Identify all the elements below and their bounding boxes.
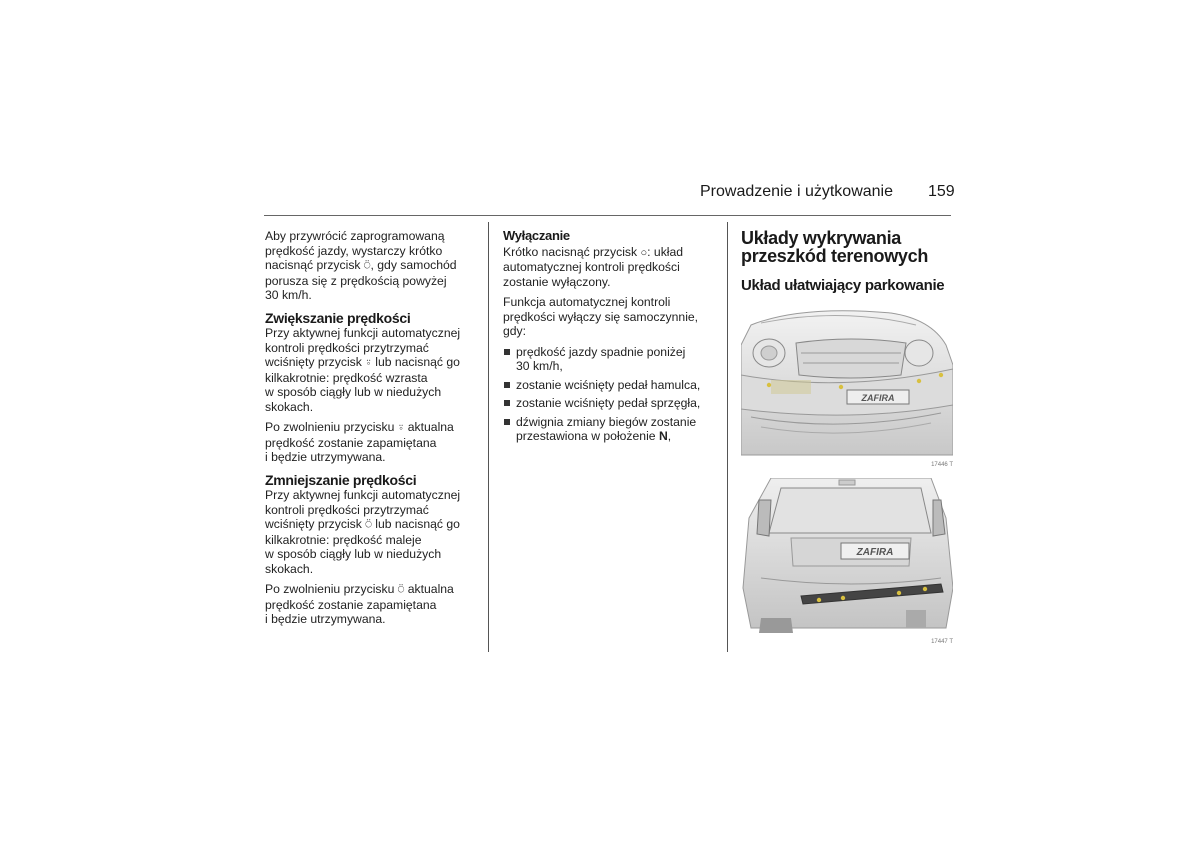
sensor-dot [923, 587, 927, 591]
column-divider-2 [727, 222, 728, 652]
text-line: i będzie utrzymywana. [265, 450, 386, 464]
text-line: Funkcja automatycznej kontroli [503, 295, 671, 309]
resume-speed-icon: ⍥ [363, 260, 371, 272]
list-item [503, 345, 715, 374]
text-line: , gdy samochód [370, 258, 457, 272]
text-line: przeszkód terenowych [741, 246, 929, 266]
figure-code: 17447 T [931, 639, 953, 645]
text-line: Po zwolnieniu przycisku [265, 420, 398, 434]
text-line: prędkości wyłączy się samoczynnie, [503, 309, 699, 324]
text-line: Układy wykrywania [741, 228, 901, 248]
text-line: dźwignia zmiany biegów zostanie [516, 414, 697, 429]
sensor-dot [897, 591, 901, 595]
text-line: w sposób ciągły lub w niedużych [265, 385, 442, 399]
text-line: w sposób ciągły lub w niedużych [265, 547, 442, 561]
header-title: Prowadzenie i użytkowanie [700, 183, 893, 200]
list-item [503, 396, 715, 411]
column-3 [741, 229, 953, 294]
text-line: kilkakrotnie: prędkość maleje [265, 532, 422, 547]
front-plate-text: ZAFIRA [861, 393, 895, 403]
text-line: lub nacisnąć go [371, 355, 460, 369]
column-divider-1 [488, 222, 489, 652]
text-line: automatycznej kontroli prędkości [503, 260, 680, 274]
text-line: Krótko nacisnąć przycisk [503, 244, 641, 259]
sensor-dot [841, 596, 845, 600]
text-line: 30 km/h, [516, 359, 563, 373]
text-line: Po zwolnieniu przycisku [265, 582, 398, 596]
text-line: zostanie wyłączony. [503, 274, 611, 289]
text-line: wciśnięty przycisk [265, 355, 366, 369]
text-line: przestawiona w położenie [516, 429, 659, 443]
increase-release-paragraph [265, 420, 477, 465]
text-line: porusza się z prędkością powyżej [265, 273, 447, 288]
text-line: prędkość jazdy, wystarczy krótko [265, 243, 443, 258]
list-item [503, 415, 715, 444]
disable-paragraph [503, 245, 715, 290]
increase-paragraph [265, 326, 477, 414]
text-line: lub nacisnąć go [371, 517, 460, 531]
auto-disable-paragraph [503, 295, 715, 339]
page-number: 159 [928, 183, 955, 200]
text-line: wciśnięty przycisk [265, 517, 366, 531]
decelerate-icon: ⍥ [397, 584, 405, 596]
text-line: i będzie utrzymywana. [265, 612, 386, 626]
sensor-dot [767, 383, 771, 387]
rear-bumper-figure [741, 478, 953, 650]
text-line: prędkość zostanie zapamiętana [265, 597, 437, 612]
decrease-paragraph [265, 488, 477, 576]
text-line: kilkakrotnie: prędkość wzrasta [265, 370, 428, 385]
column-1 [265, 229, 477, 633]
text-line: Przy aktywnej funkcji automatycznej [265, 488, 461, 502]
list-item [503, 378, 715, 393]
accelerate-icon: ⍤ [365, 357, 372, 369]
sensor-dot [817, 598, 821, 602]
text-line: aktualna [404, 582, 454, 596]
text-line: aktualna [404, 420, 454, 434]
front-bumper-figure [741, 305, 953, 477]
column-2 [503, 229, 715, 448]
front-car-illustration [741, 305, 953, 460]
decrease-release-paragraph [265, 582, 477, 627]
resume-paragraph [265, 229, 477, 303]
text-line: zostanie wciśnięty pedał hamulca, [516, 377, 701, 392]
text-line: : układ [647, 244, 684, 259]
sensor-dot [839, 385, 843, 389]
auto-disable-list [503, 345, 715, 444]
heading-disable: Wyłączanie [503, 228, 570, 243]
figure-code: 17446 T [931, 462, 953, 468]
heading-decrease-speed: Zmniejszanie prędkości [265, 471, 417, 488]
sensor-dot [917, 379, 921, 383]
text-line: gdy: [503, 324, 527, 338]
accelerate-icon: ⍤ [397, 422, 405, 434]
text-line: kontroli prędkości przytrzymać [265, 502, 429, 517]
heading-increase-speed: Zwiększanie prędkości [265, 309, 411, 326]
text-line: skokach. [265, 561, 314, 576]
off-circle-icon: ○ [640, 246, 648, 259]
text-line: prędkość zostanie zapamiętana [265, 435, 437, 450]
text-line: prędkość jazdy spadnie poniżej [516, 344, 686, 359]
text-line: skokach. [265, 399, 314, 414]
text-line: nacisnąć przycisk [265, 258, 364, 272]
text-line: , [667, 429, 672, 443]
section-title [741, 229, 953, 265]
text-line: zostanie wciśnięty pedał sprzęgła, [516, 396, 701, 410]
text-line: Przy aktywnej funkcji automatycznej [265, 326, 461, 340]
text-line: Aby przywrócić zaprogramowaną [265, 229, 445, 243]
rear-car-illustration [741, 478, 953, 638]
rear-plate-text: ZAFIRA [856, 547, 894, 558]
sensor-dot [939, 373, 943, 377]
decelerate-icon: ⍥ [365, 519, 372, 531]
header-rule [264, 215, 951, 216]
gear-n: N [658, 429, 668, 443]
text-line: 30 km/h. [265, 288, 312, 302]
text-line: kontroli prędkości przytrzymać [265, 340, 429, 355]
subsection-title: Układ ułatwiający parkowanie [741, 277, 945, 294]
